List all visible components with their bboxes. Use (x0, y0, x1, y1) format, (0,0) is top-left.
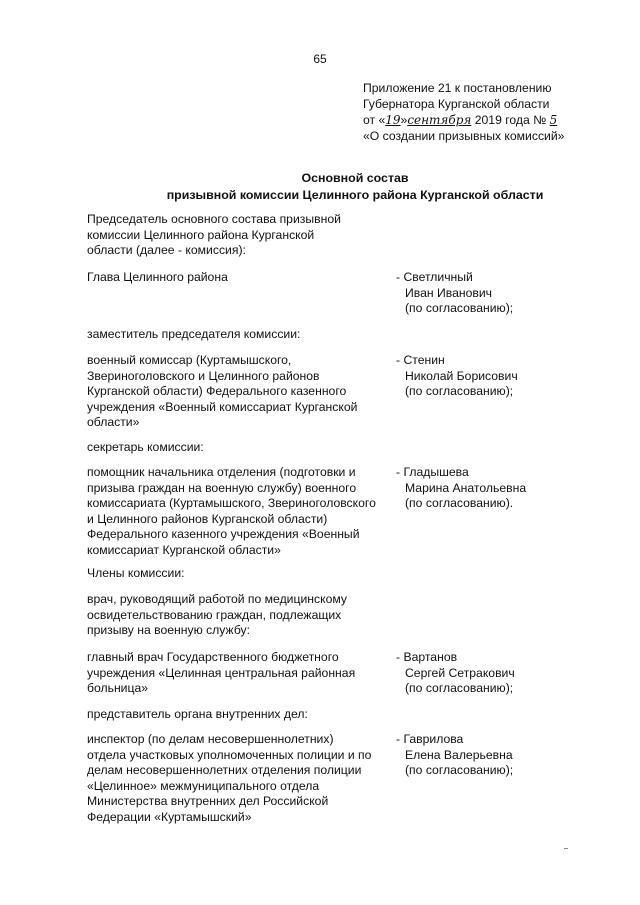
member-person (396, 650, 556, 697)
person-note: (по согласованию); (405, 681, 514, 696)
text-line: Звериноголовского и Целинного районов (87, 368, 320, 383)
text-line: больница» (87, 681, 149, 696)
member-person (396, 270, 556, 317)
person-note: (по согласованию); (405, 763, 514, 778)
text-line: помощник начальника отделения (подготовки и (87, 465, 356, 479)
label-deputy: заместитель председателя комиссии: (87, 327, 301, 341)
page-number: 65 (313, 52, 327, 66)
person-surname: - Светличный (396, 270, 473, 284)
text-line: Председатель основного состава призывной (87, 212, 341, 226)
text-line: военный комиссар (Куртамышского, (87, 353, 292, 367)
handwritten-number: 5 (549, 113, 558, 127)
text-line: Глава Целинного района (87, 270, 228, 284)
person-surname: - Гаврилова (396, 732, 464, 746)
title-line-1: Основной состав (301, 171, 409, 185)
handwritten-month: сентября (407, 113, 472, 127)
text-line: области» (87, 415, 140, 430)
text-line: отдела участковых уполномоченных полиции и по (87, 747, 372, 762)
appendix-line-2: Губернатора Курганской области (363, 97, 550, 111)
member-position (87, 650, 387, 697)
text-line: комиссариата (Куртамышского, Звериноголовского (87, 496, 376, 511)
person-note: (по согласованию). (405, 496, 514, 511)
label-members: Члены комиссии: (87, 566, 185, 580)
appendix-line-1: Приложение 21 к постановлению (363, 81, 552, 95)
member-person (396, 465, 556, 512)
text-line: Курганской области) Федерального казенного (87, 384, 347, 399)
person-surname: - Вартанов (396, 650, 458, 664)
member-position (87, 353, 387, 431)
scan-speck (564, 848, 568, 849)
label-police: представитель органа внутренних дел: (87, 707, 308, 721)
text-line: Федерации «Куртамышский» (87, 809, 252, 824)
appendix-line-4: «О создании призывных комиссий» (363, 129, 565, 143)
person-name: Сергей Сетракович (405, 665, 515, 680)
date-quote: » (400, 113, 408, 127)
text-line: главный врач Государственного бюджетного (87, 650, 339, 664)
text-line: «Целинное» межмуниципального отдела (87, 778, 320, 793)
date-year: 2019 года № (471, 113, 550, 127)
text-line: Федерального казенного учреждения «Военный (87, 527, 360, 542)
handwritten-day: 19 (385, 113, 401, 127)
member-person (396, 353, 556, 400)
text-line: призыву на военную службу: (87, 623, 251, 638)
person-surname: - Стенин (396, 353, 445, 367)
appendix-header (363, 80, 623, 144)
text-line: призыва граждан на военную службу) военного (87, 480, 357, 495)
title-line-2: призывной комиссии Целинного района Курганской области (166, 188, 544, 202)
person-name: Иван Иванович (405, 285, 493, 300)
text-line: делам несовершеннолетних отделения полиции (87, 763, 362, 778)
text-line: комиссии Целинного района Курганской (87, 227, 315, 242)
member-person (396, 732, 556, 779)
date-prefix: от « (363, 113, 386, 127)
text-line: учреждения «Военный комиссариат Курганской (87, 399, 358, 414)
document-title (0, 170, 640, 204)
member-position (87, 732, 387, 826)
member-position (87, 270, 387, 286)
person-note: (по согласованию); (405, 301, 514, 316)
text-line: освидетельствованию граждан, подлежащих (87, 607, 342, 622)
member-position (87, 465, 387, 559)
person-name: Елена Валерьевна (405, 747, 513, 762)
text-line: и Целинного районов Курганской области) (87, 511, 328, 526)
text-line: инспектор (по делам несовершеннолетних) (87, 732, 334, 746)
text-line: области (далее - комиссия): (87, 243, 246, 258)
text-line: комиссариат Курганской области» (87, 542, 281, 557)
person-name: Марина Анатольевна (405, 480, 527, 495)
person-name: Николай Борисович (405, 368, 518, 383)
person-note: (по согласованию); (405, 384, 514, 399)
text-line: Министерства внутренних дел Российской (87, 794, 329, 809)
label-secretary: секретарь комиссии: (87, 440, 204, 454)
text-line: врач, руководящий работой по медицинскому (87, 592, 347, 606)
appendix-line-3 (363, 112, 623, 128)
person-surname: - Гладышева (396, 465, 469, 479)
text-line: учреждения «Целинная центральная районная (87, 665, 356, 680)
